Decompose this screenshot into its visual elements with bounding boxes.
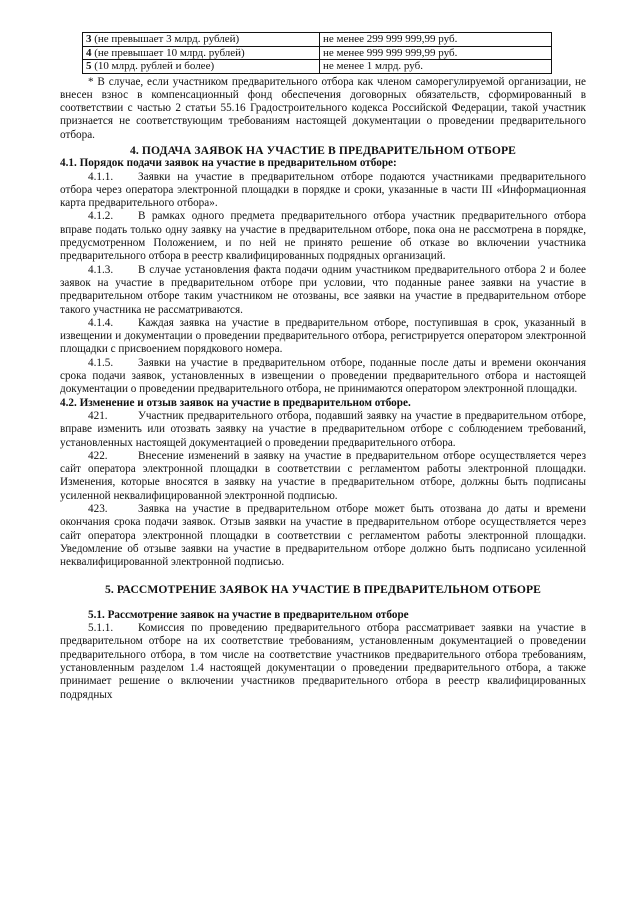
clause-number: 422.: [88, 449, 108, 462]
clause-text: Внесение изменений в заявку на участие в предварительном отборе осуществляется через сайт оператора электронной площадки в соответствии с регламентом работы электронной площадки. Изменения, которые вносятся в заявку на участие в предварительном отборе, должны быть подписаны усиленной неквалифицированной электронной подписью.: [60, 449, 586, 502]
clause-4-2-2: [60, 450, 586, 503]
subsection-4-2-heading: 4.2. Изменение и отзыв заявок на участие в предварительном отборе.: [60, 396, 411, 409]
clause-4-1-5: [60, 357, 586, 397]
clause-number: 421.: [88, 409, 108, 422]
table-cell-amount: не менее 999 999 999,99 руб.: [320, 46, 552, 60]
clause-4-2-3: [60, 503, 586, 569]
document-page: [60, 32, 586, 702]
table-row: [83, 46, 552, 60]
thresholds-table: [82, 32, 552, 74]
clause-number: 423.: [88, 503, 108, 515]
clause-text: Комиссия по проведению предварительного отбора рассматривает заявки на участие в предварительном отборе на их соответствие требованиям, установленным документацией о проведении предварительного отбора, в том числе на соответствие участников предварительного отбора требованиям, установленным разделом 1.4 настоящей документации о проведении предварительного отбора, а также принимает решение о включении участников предварительного отбора в реестр квалифицированных подрядных: [60, 622, 586, 701]
clause-text: В случае установления факта подачи одним участником предварительного отбора 2 и более заявок на участие в предварительном отборе при условии, что поданные ранее заявки на участие в предварительном отборе таким участником не отозваны, все заявки на участие в предварительном отборе такого участника не рассматриваются.: [60, 263, 586, 316]
section-4-heading: 4. ПОДАЧА ЗАЯВОК НА УЧАСТИЕ В ПРЕДВАРИТЕЛЬНОМ ОТБОРЕ: [130, 143, 516, 157]
clause-text: Участник предварительного отбора, подавший заявку на участие в предварительном отборе, вправе изменить или отозвать заявку на участие в предварительном отборе с соблюдением требований, установленных настоящей документацией о проведении предварительного отбора.: [60, 409, 586, 449]
clause-number: 4.1.3.: [88, 263, 114, 276]
section-5-heading: 5. РАССМОТРЕНИЕ ЗАЯВОК НА УЧАСТИЕ В ПРЕДВАРИТЕЛЬНОМ ОТБОРЕ: [104, 583, 542, 597]
clause-text: В рамках одного предмета предварительного отбора участник предварительного отбора вправе подать только одну заявку на участие в предварительном отборе, пока она не рассмотрена в порядке, предусмотренном Положением, и по ней не принято решение об отказе во включении участника предварительного отбора в реестр квалифицированных подрядных организаций.: [60, 210, 586, 263]
table-cell-amount: не менее 299 999 999,99 руб.: [320, 33, 552, 47]
table-cell-level: 4 (не превышает 10 млрд. рублей): [83, 46, 320, 60]
footnote: * В случае, если участником предварительного отбора как членом саморегулируемой организации, не внесен взнос в компенсационный фонд обеспечения договорных обязательств, сформированный в соответствии с частью 2 статьи 55.16 Градостроительного кодекса Российской Федерации, такой участник признается не соответствующим требованиям настоящей документации о проведении предварительного отбора.: [60, 75, 586, 141]
table-cell-level: 3 (не превышает 3 млрд. рублей): [83, 33, 320, 47]
clause-5-1-1: [60, 622, 586, 702]
clause-4-1-4: [60, 317, 586, 357]
table-row: [83, 33, 552, 47]
clause-text: Каждая заявка на участие в предварительном отборе, поступившая в срок, указанный в извещении и документации о проведении предварительного отбора, регистрируется оператором электронной площадки с присвоением порядкового номера.: [60, 316, 586, 356]
clause-4-2-1: [60, 410, 586, 450]
clause-4-1-3: [60, 264, 586, 317]
subsection-4-1-heading: 4.1. Порядок подачи заявок на участие в предварительном отборе:: [60, 157, 397, 170]
clause-number: 4.1.2.: [88, 210, 114, 223]
clause-number: 4.1.5.: [88, 356, 114, 369]
clause-4-1-1: [60, 171, 586, 211]
subsection-5-1-heading: 5.1. Рассмотрение заявок на участие в предварительном отборе: [88, 608, 409, 621]
clause-number: 4.1.1.: [88, 170, 114, 183]
clause-text: Заявка на участие в предварительном отборе может быть отозвана до даты и времени окончания срока подачи заявок. Отзыв заявки на участие в предварительном отборе осуществляется через сайт оператора электронной площадки в соответствии с регламентом работы электронной площадки. Уведомление об отзыве заявки на участие в предварительном отборе должно быть подписано усиленной неквалифицированной электронной подписью.: [60, 503, 586, 569]
table-cell-amount: не менее 1 млрд. руб.: [320, 60, 552, 74]
clause-text: Заявки на участие в предварительном отборе подаются участниками предварительного отбора через оператора электронной площадки в порядке и сроки, указанные в части III «Информационная карта предварительного отбора».: [60, 170, 586, 210]
clause-4-1-2: [60, 210, 586, 263]
clause-number: 5.1.1.: [88, 622, 114, 635]
table-row: [83, 60, 552, 74]
clause-text: Заявки на участие в предварительном отборе, поданные после даты и времени окончания срока подачи заявок, установленных в извещении о проведении предварительного отбора и настоящей документации о проведении предварительного отбора, не принимаются оператором электронной площадки.: [60, 356, 586, 396]
table-cell-level: 5 (10 млрд. рублей и более): [83, 60, 320, 74]
clause-number: 4.1.4.: [88, 316, 114, 329]
